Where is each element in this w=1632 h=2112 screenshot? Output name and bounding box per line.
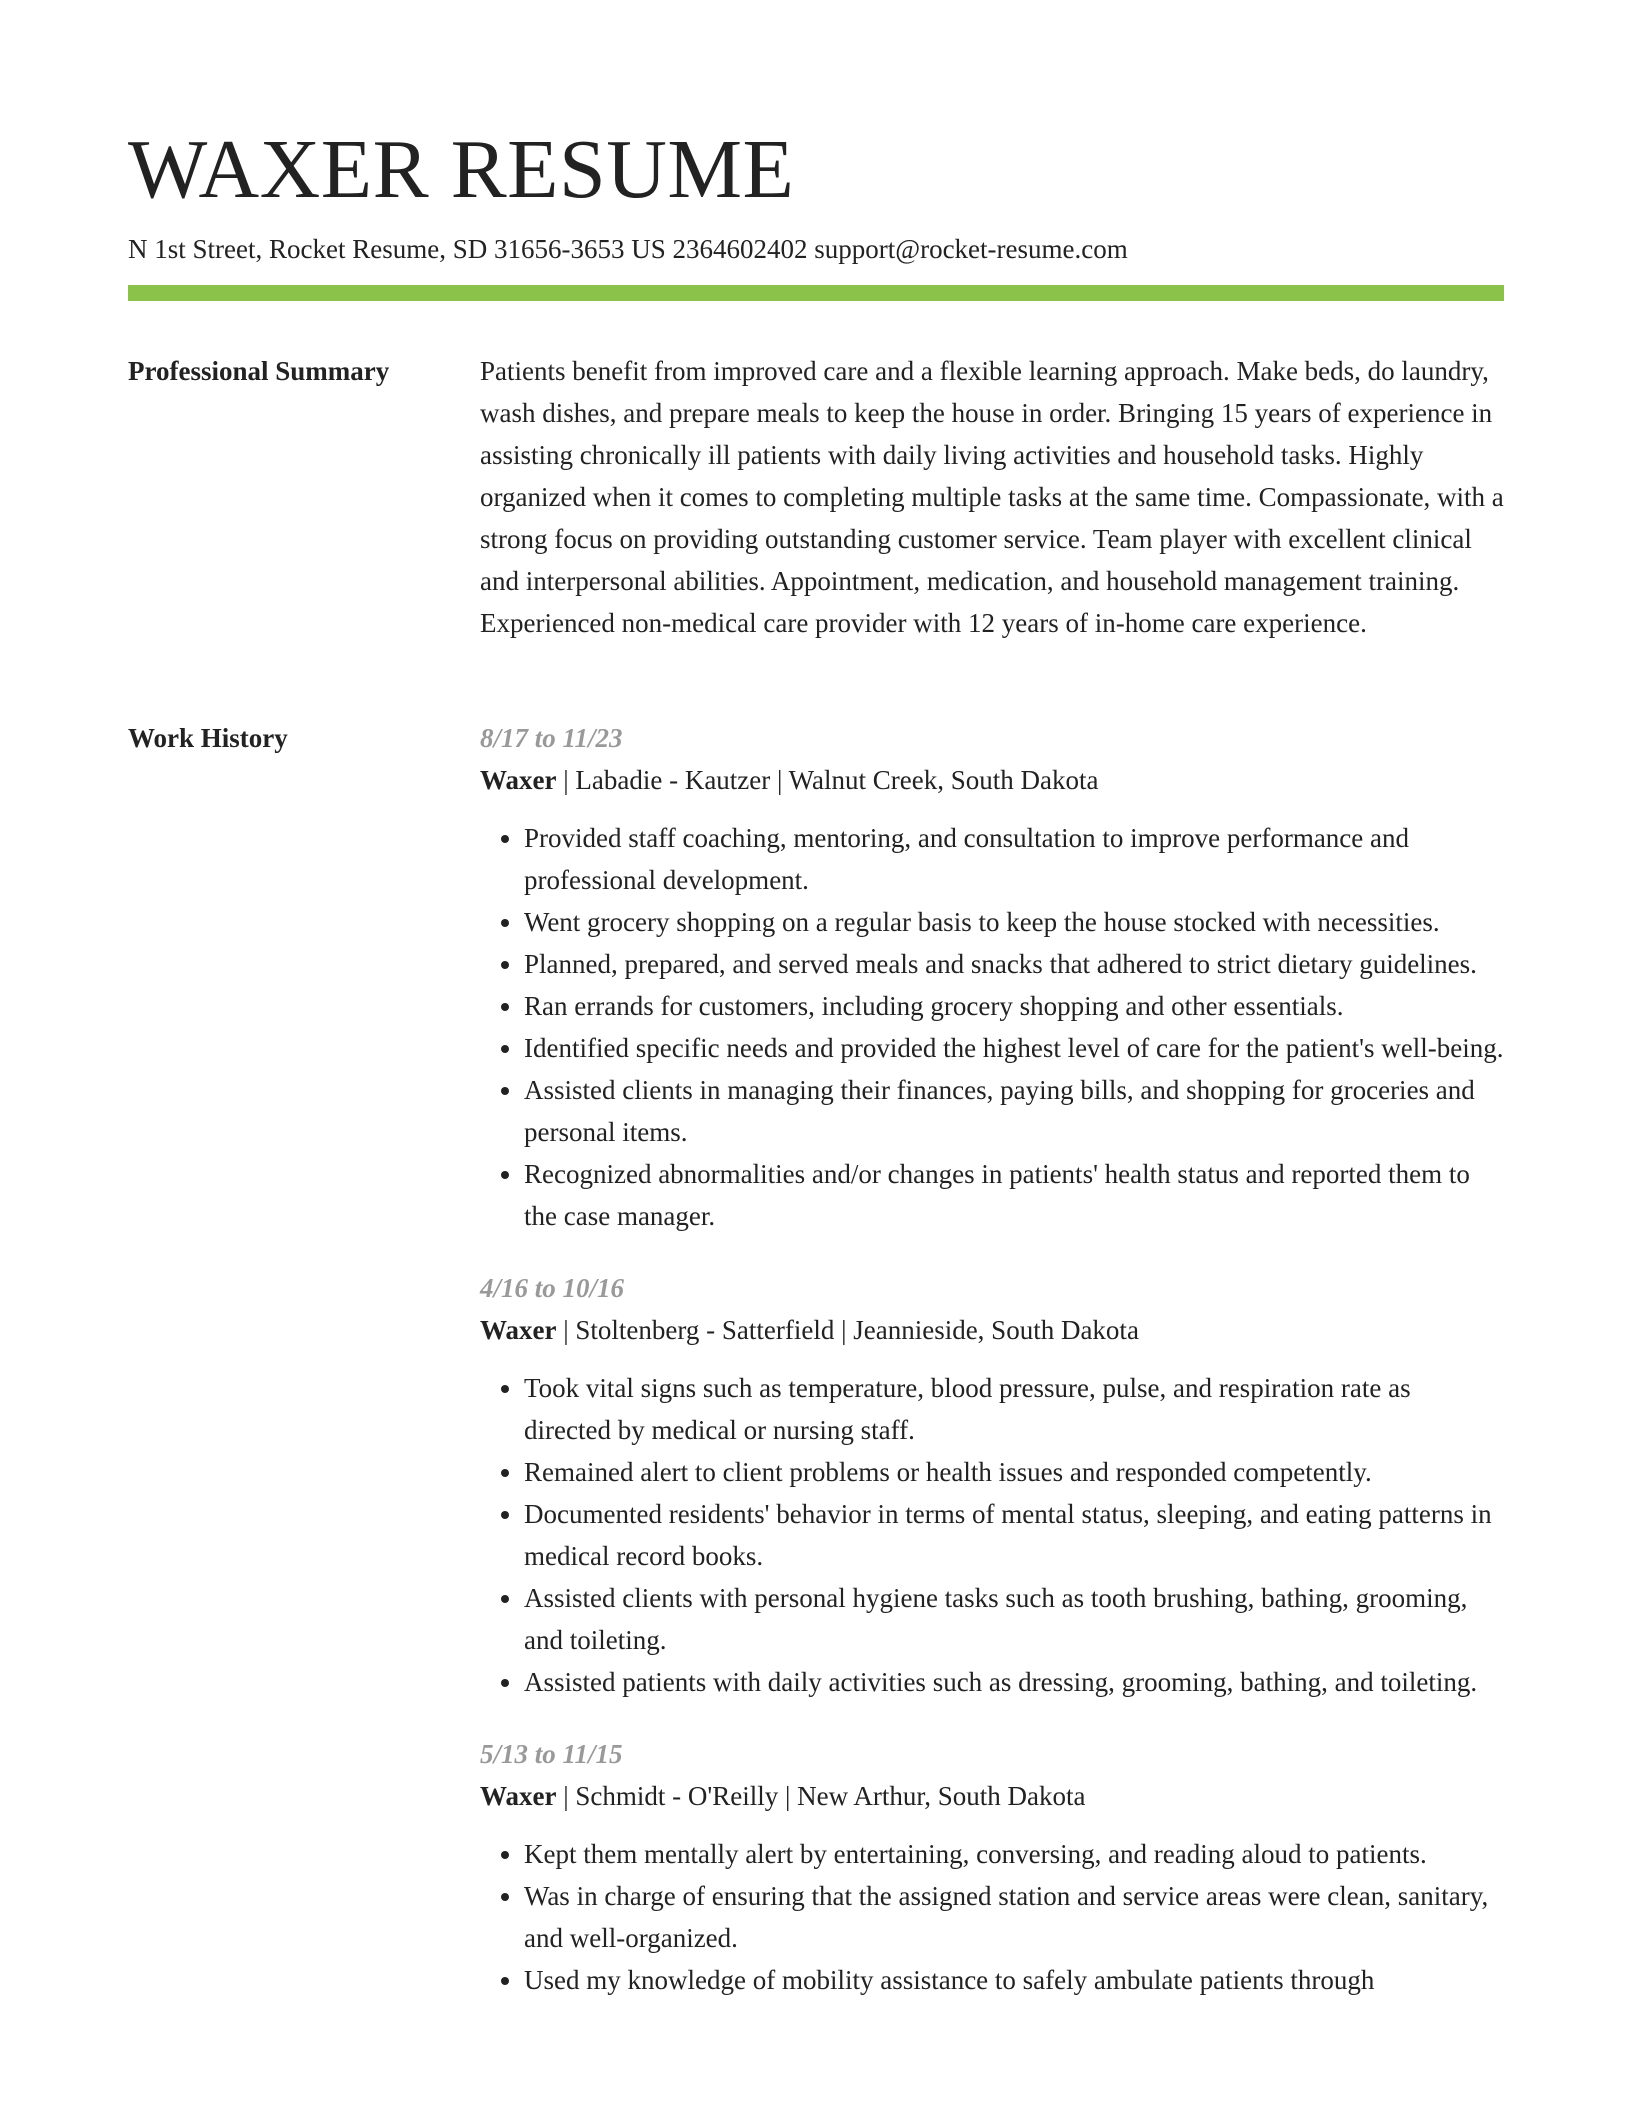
- job-role: Waxer: [480, 1781, 557, 1811]
- job-bullet: • Documented residents' behavior in terms of mental status, sleeping, and eating patterns in medical record books.: [524, 1493, 1504, 1577]
- job-bullet: • Used my knowledge of mobility assistance to safely ambulate patients through: [524, 1959, 1504, 2001]
- job-bullet: • Ran errands for customers, including grocery shopping and other essentials.: [524, 985, 1504, 1027]
- job-bullet: • Planned, prepared, and served meals and snacks that adhered to strict dietary guidelines.: [524, 943, 1504, 985]
- job-role: Waxer: [480, 765, 557, 795]
- job-bullet: • Provided staff coaching, mentoring, and consultation to improve performance and professional development.: [524, 817, 1504, 901]
- job-bullet: • Assisted clients with personal hygiene tasks such as tooth brushing, bathing, grooming, and toileting.: [524, 1577, 1504, 1661]
- job-bullet-list: [480, 817, 1504, 1237]
- job-title-line: [480, 1775, 1504, 1817]
- job-bullet: • Recognized abnormalities and/or changes in patients' health status and reported them to the case manager.: [524, 1153, 1504, 1237]
- summary-body: [480, 350, 1504, 644]
- summary-text: Patients benefit from improved care and a flexible learning approach. Make beds, do laundry, wash dishes, and prepare meals to keep the house in order. Bringing 15 years of experience in assisting chronically ill patients with daily living activities and household tasks. Highly organized when it comes to completing multiple tasks at the same time. Compassionate, with a strong focus on providing outstanding customer service. Team player with excellent clinical and interpersonal abilities. Appointment, medication, and household management training. Experienced non-medical care provider with 12 years of in-home care experience.: [480, 356, 1504, 638]
- resume-title: WAXER RESUME: [128, 123, 795, 216]
- job-bullet: • Remained alert to client problems or health issues and responded competently.: [524, 1451, 1504, 1493]
- job-bullet: • Identified specific needs and provided the highest level of care for the patient's well-being.: [524, 1027, 1504, 1069]
- job-entry: [480, 1733, 1504, 2001]
- section-label-summary: Professional Summary: [128, 356, 390, 386]
- job-bullet: • Took vital signs such as temperature, blood pressure, pulse, and respiration rate as directed by medical or nursing staff.: [524, 1367, 1504, 1451]
- job-title-line: [480, 1309, 1504, 1351]
- job-title-line: [480, 759, 1504, 801]
- job-details: | Stoltenberg - Satterfield | Jeannieside, South Dakota: [556, 1315, 1139, 1345]
- work-history-body: [480, 717, 1504, 2031]
- contact-line: N 1st Street, Rocket Resume, SD 31656-3653 US 2364602402 support@rocket-resume.com: [128, 234, 1128, 264]
- job-details: | Labadie - Kautzer | Walnut Creek, South Dakota: [556, 765, 1099, 795]
- job-entry: [480, 717, 1504, 1237]
- section-label-work-history: Work History: [128, 723, 288, 753]
- job-dates: 4/16 to 10/16: [480, 1273, 625, 1303]
- job-role: Waxer: [480, 1315, 557, 1345]
- job-bullet-list: [480, 1833, 1504, 2001]
- job-details: | Schmidt - O'Reilly | New Arthur, South Dakota: [556, 1781, 1086, 1811]
- job-bullet: • Assisted patients with daily activities such as dressing, grooming, bathing, and toileting.: [524, 1661, 1504, 1703]
- job-bullet-list: [480, 1367, 1504, 1703]
- header-divider: [128, 285, 1504, 301]
- job-entry: [480, 1267, 1504, 1703]
- job-bullet: • Assisted clients in managing their finances, paying bills, and shopping for groceries and personal items.: [524, 1069, 1504, 1153]
- job-dates: 8/17 to 11/23: [480, 723, 623, 753]
- job-bullet: • Kept them mentally alert by entertaining, conversing, and reading aloud to patients.: [524, 1833, 1504, 1875]
- job-bullet: • Went grocery shopping on a regular basis to keep the house stocked with necessities.: [524, 901, 1504, 943]
- job-bullet: • Was in charge of ensuring that the assigned station and service areas were clean, sanitary, and well-organized.: [524, 1875, 1504, 1959]
- job-dates: 5/13 to 11/15: [480, 1739, 623, 1769]
